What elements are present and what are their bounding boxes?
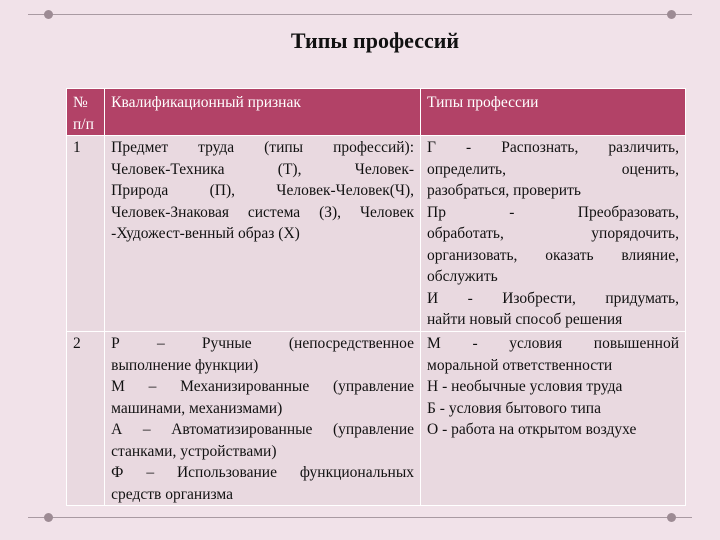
header-number: № п/п [67,89,105,136]
frame-top-line [28,14,692,15]
table-row [67,136,686,332]
page-title: Типы профессий [290,28,460,53]
criterion-line: выполнение функции) [111,356,259,374]
criterion-line: Природа (П), Человек-Человек(Ч), [111,182,415,199]
professions-table [66,88,686,506]
criterion-cell [105,332,421,506]
frame-dot-bottom-right [667,513,676,522]
criterion-line: М – Механизированные (управление [111,378,415,395]
types-cell [421,332,686,506]
types-line: моральной ответственности [427,356,613,374]
criterion-line: средств организма [111,485,234,503]
types-line: найти новый способ решения [427,311,623,328]
frame-dot-top-left [44,10,53,19]
types-line: обработать, упорядочить, [427,225,679,242]
types-line: М - условия повышенной [427,335,679,352]
criterion-line: станками, устройствами) [111,442,277,460]
types-line: Пр - Преобразовать, [427,203,679,221]
criterion-line: Ф – Использование функциональных [111,464,415,481]
header-types: Типы профессии [421,89,686,136]
criterion-line: А – Автоматизированные (управление [111,421,415,438]
header-criterion: Квалификационный признак [105,89,421,136]
frame-dot-bottom-left [44,513,53,522]
criterion-line: Человек-Техника (Т), Человек- [111,160,415,178]
types-line: Б - условия бытового типа [427,399,601,417]
row-number: 2 [67,332,105,506]
criterion-line: Р – Ручные (непосредственное [111,335,415,352]
criterion-cell [105,136,421,332]
row-number: 1 [67,136,105,332]
frame-dot-top-right [667,10,676,19]
types-line: О - работа на открытом воздухе [427,421,637,438]
criterion-line: -Художест-венный образ (Х) [111,225,300,242]
table-header-row [67,89,686,136]
types-line: Н - необычные условия труда [427,378,623,395]
frame-bottom-line [28,517,692,518]
table-row [67,332,686,506]
criterion-line: Предмет труда (типы профессий): [111,139,415,156]
types-line: Г - Распознать, различить, [427,139,679,156]
criterion-line: машинами, механизмами) [111,399,283,417]
criterion-line: Человек-Знаковая система (З), Человек [111,203,415,221]
types-line: обслужить [427,268,498,285]
types-line: И - Изобрести, придумать, [427,289,679,307]
types-line: организовать, оказать влияние, [427,246,679,264]
types-cell [421,136,686,332]
types-line: разобраться, проверить [427,182,581,199]
types-line: определить, оценить, [427,160,679,178]
